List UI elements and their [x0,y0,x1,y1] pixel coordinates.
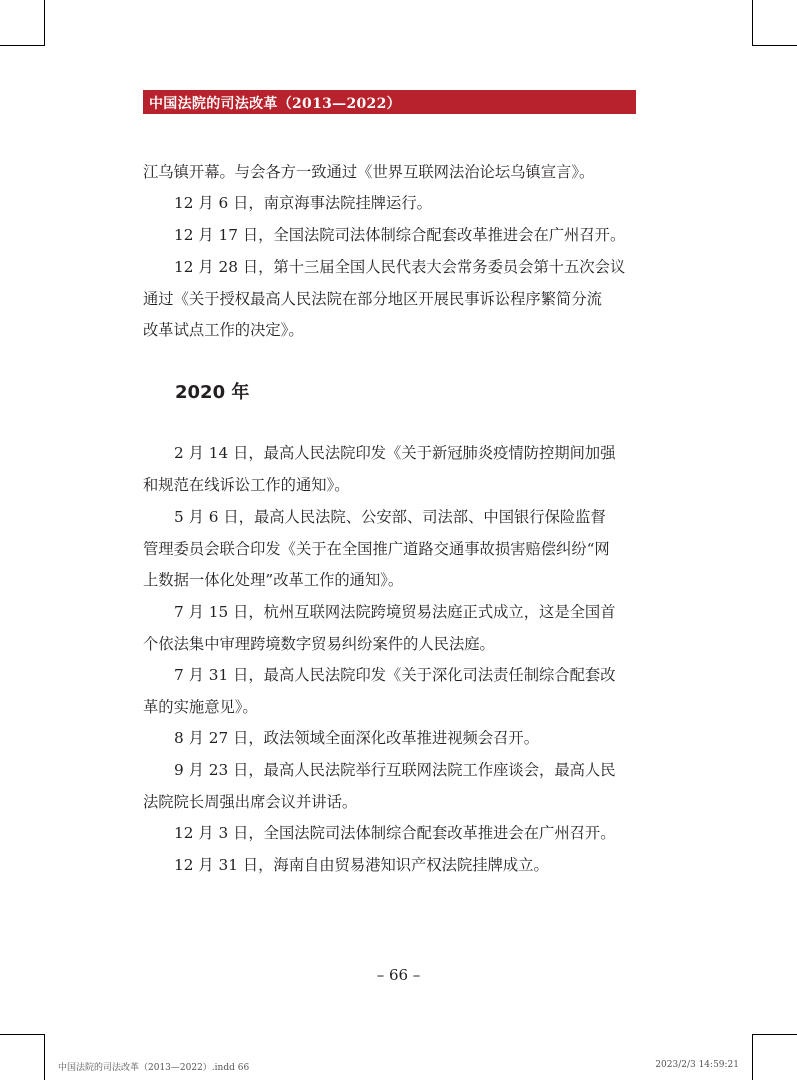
crop-mark [752,1034,797,1035]
text-line: 7 月 31 日，最高人民法院印发《关于深化司法责任制综合配套改 [174,666,616,684]
footer-file-name: 中国法院的司法改革（2013—2022）.indd 66 [58,1063,250,1073]
crop-mark [0,1034,45,1035]
text-line: 改革试点工作的决定》。 [143,321,304,339]
entry-2020-12-31 [143,850,643,882]
text-line: 12 月 31 日，海南自由贸易港知识产权法院挂牌成立。 [174,856,549,874]
text-line: 2 月 14 日，最高人民法院印发《关于新冠肺炎疫情防控期间加强 [174,444,616,462]
continuation-paragraph [143,157,643,189]
text-line: 7 月 15 日，杭州互联网法院跨境贸易法庭正式成立，这是全国首 [174,603,616,621]
text-line: 管理委员会联合印发《关于在全国推广道路交通事故损害赔偿纠纷“网 [143,539,610,558]
text-line: 江乌镇开幕。与会各方一致通过《世界互联网法治论坛乌镇宣言》。 [143,163,595,181]
text-line: 个依法集中审理跨境数字贸易纠纷案件的人民法庭。 [143,634,495,653]
footer-timestamp: 2023/2/3 14:59:21 [655,1060,739,1070]
text-line: 法院院长周强出席会议并讲话。 [143,792,358,811]
text-line: 革的实施意见》。 [143,697,258,716]
running-header-title: 中国法院的司法改革（2013—2022） [149,96,401,112]
entry-2020-08-27 [143,723,643,755]
entry-2020-05-06 [143,502,643,597]
text-line: 12 月 3 日，全国法院司法体制综合配套改革推进会在广州召开。 [174,824,616,842]
text-line: 8 月 27 日，政法领域全面深化改革推进视频会召开。 [174,729,540,747]
entry-2019-12-28 [143,252,643,347]
crop-mark [44,0,45,46]
text-line: 和规范在线诉讼工作的通知》。 [143,475,350,494]
text-line: 12 月 6 日，南京海事法院挂牌运行。 [174,194,432,212]
crop-mark [44,1034,45,1080]
page-number: – 66 – [376,966,421,984]
crop-mark [0,45,45,46]
year-heading: 2020 年 [175,382,250,403]
entry-2020-12-03 [143,818,643,850]
entry-2019-12-17 [143,220,643,252]
entry-2020-02-14 [143,438,643,501]
crop-mark [752,0,753,46]
entry-2019-12-06 [143,188,643,220]
text-line: 5 月 6 日，最高人民法院、公安部、司法部、中国银行保险监督 [174,508,606,526]
crop-mark [752,45,797,46]
text-line: 12 月 28 日，第十三届全国人民代表大会常务委员会第十五次会议 [174,258,626,276]
text-line: 9 月 23 日，最高人民法院举行互联网法院工作座谈会，最高人民 [174,761,616,779]
text-line: 通过《关于授权最高人民法院在部分地区开展民事诉讼程序繁简分流 [143,289,602,308]
running-header [143,90,636,114]
entry-2020-09-23 [143,755,643,818]
crop-mark [752,1034,753,1080]
text-line: 12 月 17 日，全国法院司法体制综合配套改革推进会在广州召开。 [174,226,626,244]
text-line: 上数据一体化处理”改革工作的通知》。 [143,571,404,589]
entry-2020-07-31 [143,660,643,723]
entry-2020-07-15 [143,597,643,660]
